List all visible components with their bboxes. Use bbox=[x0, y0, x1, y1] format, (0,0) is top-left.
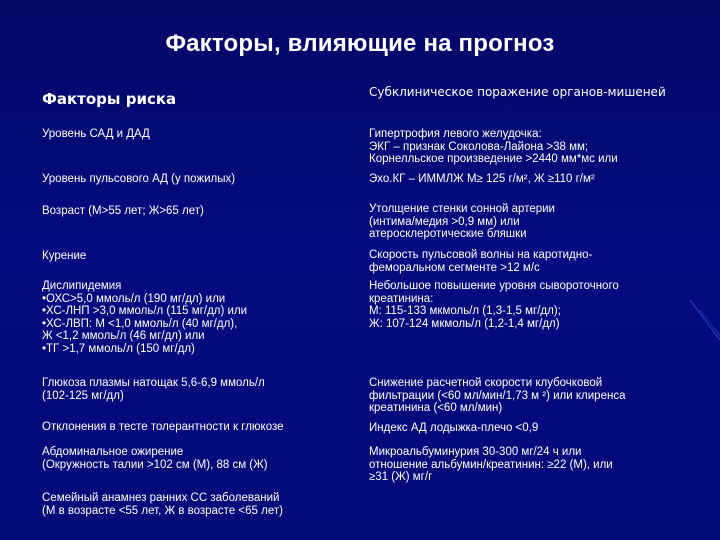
column-header-organ-damage: Субклиническое поражение органов-мишеней bbox=[369, 85, 666, 99]
organ-damage-carotid: Утолщение стенки сонной артерии (интима/медия >0,9 мм) или атеросклеротические бляшки bbox=[369, 203, 555, 240]
organ-damage-abi: Индекс АД лодыжка-плечо <0,9 bbox=[369, 422, 539, 434]
organ-damage-creatinine: Небольшое повышение уровня сывороточного креатинина: М: 115-133 мкмоль/л (1,3-1,5 мг/дл); Ж: 107-124 мкмоль/л (1,2-1,4 мг/дл) bbox=[369, 280, 619, 330]
risk-factor-dyslipidemia: Дислипидемия •ОХС>5,0 ммоль/л (190 мг/дл) или •ХС-ЛНП >3,0 ммоль/л (115 мг/дл) или •ХС-ЛВП: М <1,0 ммоль/л (40 мг/дл), Ж <1,2 ммоль/л (46 мг/дл) или •ТГ >1,7 ммоль/л (150 мг/дл) bbox=[42, 280, 248, 355]
risk-factor-fasting-glucose: Глюкоза плазмы натощак 5,6-6,9 ммоль/л (102-125 мг/дл) bbox=[42, 377, 265, 402]
risk-factor-smoking: Курение bbox=[42, 250, 87, 262]
risk-factor-abdominal-obesity: Абдоминальное ожирение (Окружность талии >102 см (М), 88 см (Ж) bbox=[42, 446, 268, 471]
risk-factor-glucose-tolerance: Отклонения в тесте толерантности к глюкозе bbox=[42, 421, 284, 433]
risk-factor-age: Возраст (М>55 лет; Ж>65 лет) bbox=[42, 205, 204, 217]
risk-factor-sbp-dbp: Уровень САД и ДАД bbox=[42, 128, 150, 140]
organ-damage-microalbuminuria: Микроальбуминурия 30-300 мг/24 ч или отношение альбумин/креатинин: ≥22 (М), или ≥31 (Ж) мг/г bbox=[369, 446, 613, 483]
slide-title: Факторы, влияющие на прогноз bbox=[165, 30, 555, 57]
organ-damage-gfr: Снижение расчетной скорости клубочковой фильтрации (<60 мл/мин/1,73 м ²) или клиренса креатинина (<60 мл/мин) bbox=[369, 377, 626, 414]
organ-damage-echo: Эхо.КГ – ИММЛЖ М≥ 125 г/м², Ж ≥110 г/м² bbox=[369, 173, 595, 185]
column-header-risk-factors: Факторы риска bbox=[42, 90, 177, 108]
risk-factor-pulse-pressure: Уровень пульсового АД (у пожилых) bbox=[42, 173, 236, 185]
risk-factor-family-history: Семейный анамнез ранних СС заболеваний (М в возрасте <55 лет, Ж в возрасте <65 лет) bbox=[42, 492, 283, 517]
organ-damage-pwv: Скорость пульсовой волны на каротидно- феморальном сегменте >12 м/с bbox=[369, 249, 593, 274]
organ-damage-lvh: Гипертрофия левого желудочка: ЭКГ – признак Соколова-Лайона >38 мм; Корнелльское произведение >2440 мм*мс или bbox=[369, 128, 618, 165]
